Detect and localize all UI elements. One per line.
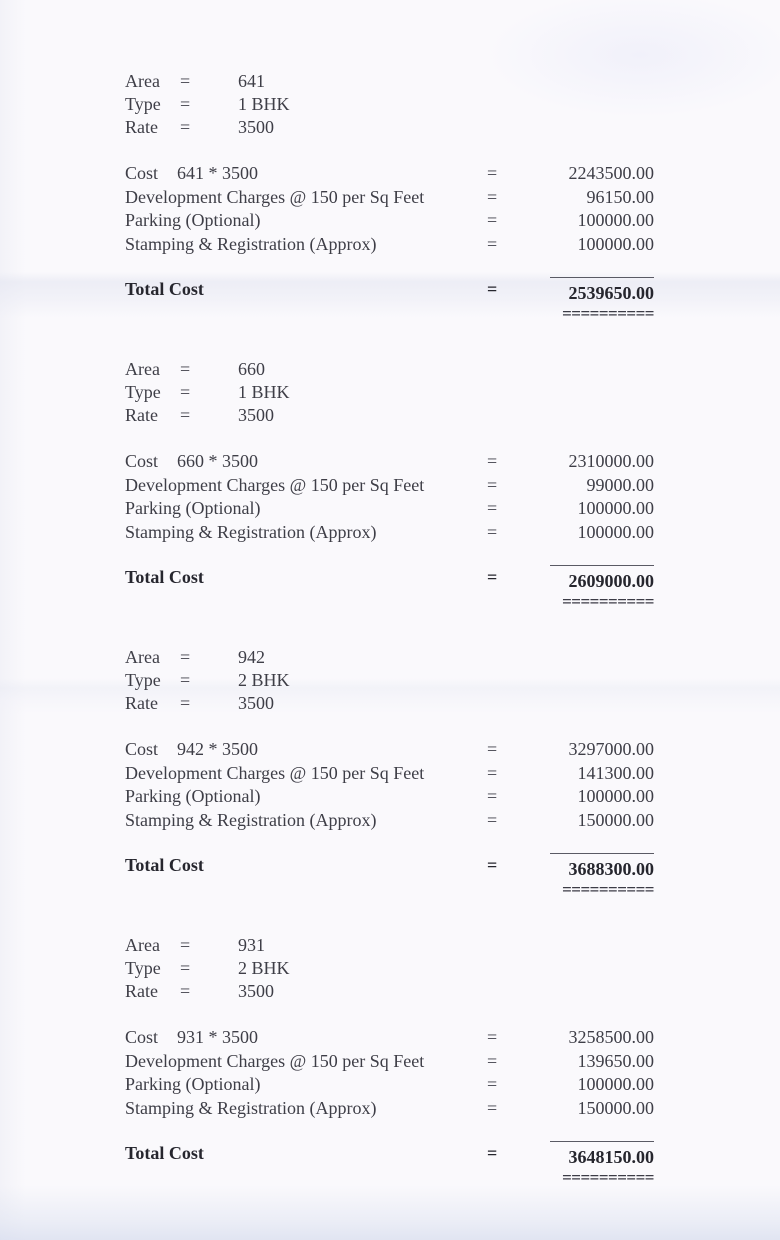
stamping-registration-value: 100000.00 [577,521,654,542]
equals-sign: = [487,1143,498,1163]
total-cost-row [125,565,780,609]
equals-sign: = [487,1074,498,1094]
total-cost-value-cell [529,853,654,897]
equals-sign: = [487,567,498,587]
area-value: 931 [238,935,265,955]
cost-expression: 942 * 3500 [177,739,259,759]
equals-sign: = [487,279,498,299]
area-row [125,646,780,669]
rate-label: Rate [125,405,158,425]
parking-value: 100000.00 [577,786,654,806]
document-body [125,70,780,1185]
cost-block [125,934,780,1185]
equals-sign: = [180,94,191,114]
equals-sign: = [487,186,498,207]
equals-sign: = [487,521,498,542]
stamping-registration-label: Stamping & Registration (Approx) [125,809,377,830]
rate-label: Rate [125,981,158,1001]
rate-value: 3500 [238,693,274,713]
development-charges-row [125,474,780,498]
equals-sign: = [487,474,498,495]
development-charges-label: Development Charges @ 150 per Sq Feet [125,186,425,207]
development-charges-row [125,186,780,210]
total-cost-value-cell [529,1141,654,1185]
total-cost-row [125,1141,780,1185]
stamping-registration-label: Stamping & Registration (Approx) [125,521,377,542]
total-cost-row [125,853,780,897]
cost-expression: 660 * 3500 [177,451,259,471]
cost-label-cell [125,450,487,474]
cost-value: 3297000.00 [568,739,654,759]
total-cost-label: Total Cost [125,1143,204,1163]
stamping-registration-value: 100000.00 [577,233,654,254]
development-charges-row [125,1050,780,1074]
cost-label: Cost [125,451,159,471]
equals-sign: = [180,359,191,379]
equals-sign: = [180,693,191,713]
cost-value: 3258500.00 [568,1027,654,1047]
type-row [125,957,780,980]
parking-value: 100000.00 [577,210,654,230]
stamping-registration-label: Stamping & Registration (Approx) [125,1097,377,1118]
cost-expression: 931 * 3500 [177,1027,259,1047]
cost-label-cell [125,1026,487,1050]
type-label: Type [125,94,161,114]
total-cost-value: 3688300.00 [550,853,654,881]
equals-sign: = [487,739,498,759]
total-cost-value-cell [529,565,654,609]
parking-row [125,497,780,521]
equals-sign: = [487,1027,498,1047]
equals-sign: = [487,1050,498,1071]
equals-sign: = [180,958,191,978]
rate-row [125,116,780,139]
equals-sign: = [487,163,498,183]
cost-row [125,738,780,762]
type-row [125,93,780,116]
stamping-registration-row [125,809,780,833]
area-label: Area [125,935,160,955]
type-label: Type [125,382,161,402]
parking-row [125,1073,780,1097]
cost-breakdown [125,450,780,544]
equals-sign: = [180,981,191,1001]
double-rule: ========== [562,1168,654,1187]
cost-label: Cost [125,1027,159,1047]
equals-sign: = [180,382,191,402]
equals-sign: = [180,935,191,955]
stamping-registration-row [125,1097,780,1121]
type-value: 1 BHK [238,94,290,114]
type-value: 2 BHK [238,670,290,690]
total-cost-row [125,277,780,321]
equals-sign: = [487,1097,498,1118]
cost-row [125,1026,780,1050]
development-charges-value: 96150.00 [586,186,654,207]
type-row [125,669,780,692]
cost-label-cell [125,738,487,762]
cost-label: Cost [125,163,159,183]
cost-breakdown [125,162,780,256]
stamping-registration-row [125,233,780,257]
equals-sign: = [487,498,498,518]
cost-block [125,358,780,609]
stamping-registration-label: Stamping & Registration (Approx) [125,233,377,254]
equals-sign: = [180,647,191,667]
development-charges-label: Development Charges @ 150 per Sq Feet [125,762,425,783]
parking-label: Parking (Optional) [125,786,261,806]
cost-label-cell [125,162,487,186]
area-label: Area [125,359,160,379]
stamping-registration-value: 150000.00 [577,809,654,830]
area-value: 942 [238,647,265,667]
cost-row [125,162,780,186]
parking-row [125,209,780,233]
cost-value: 2243500.00 [568,163,654,183]
cost-breakdown [125,738,780,832]
parking-value: 100000.00 [577,1074,654,1094]
total-cost-value: 2609000.00 [550,565,654,593]
cost-breakdown [125,1026,780,1120]
equals-sign: = [180,71,191,91]
type-label: Type [125,670,161,690]
area-value: 641 [238,71,265,91]
total-cost-label: Total Cost [125,855,204,875]
rate-value: 3500 [238,117,274,137]
area-row [125,934,780,957]
total-cost-value: 3648150.00 [550,1141,654,1169]
development-charges-row [125,762,780,786]
rate-row [125,692,780,715]
equals-sign: = [180,117,191,137]
development-charges-value: 141300.00 [577,762,654,783]
development-charges-label: Development Charges @ 150 per Sq Feet [125,474,425,495]
cost-row [125,450,780,474]
type-value: 1 BHK [238,382,290,402]
development-charges-value: 99000.00 [586,474,654,495]
parking-value: 100000.00 [577,498,654,518]
type-value: 2 BHK [238,958,290,978]
equals-sign: = [180,670,191,690]
stamping-registration-value: 150000.00 [577,1097,654,1118]
equals-sign: = [487,210,498,230]
total-cost-label: Total Cost [125,279,204,299]
cost-expression: 641 * 3500 [177,163,259,183]
equals-sign: = [487,451,498,471]
area-row [125,358,780,381]
equals-sign: = [487,786,498,806]
double-rule: ========== [562,880,654,899]
rate-row [125,404,780,427]
total-cost-label: Total Cost [125,567,204,587]
cost-block [125,646,780,897]
cost-value: 2310000.00 [568,451,654,471]
equals-sign: = [487,762,498,783]
rate-value: 3500 [238,981,274,1001]
area-value: 660 [238,359,265,379]
parking-label: Parking (Optional) [125,1074,261,1094]
equals-sign: = [180,405,191,425]
cost-block [125,70,780,321]
type-label: Type [125,958,161,978]
parking-row [125,785,780,809]
area-row [125,70,780,93]
type-row [125,381,780,404]
parking-label: Parking (Optional) [125,210,261,230]
double-rule: ========== [562,304,654,323]
total-cost-value-cell [529,277,654,321]
equals-sign: = [487,809,498,830]
rate-row [125,980,780,1003]
rate-label: Rate [125,117,158,137]
development-charges-label: Development Charges @ 150 per Sq Feet [125,1050,425,1071]
total-cost-value: 2539650.00 [550,277,654,305]
development-charges-value: 139650.00 [577,1050,654,1071]
double-rule: ========== [562,592,654,611]
rate-value: 3500 [238,405,274,425]
area-label: Area [125,647,160,667]
equals-sign: = [487,233,498,254]
stamping-registration-row [125,521,780,545]
cost-label: Cost [125,739,159,759]
rate-label: Rate [125,693,158,713]
area-label: Area [125,71,160,91]
equals-sign: = [487,855,498,875]
parking-label: Parking (Optional) [125,498,261,518]
